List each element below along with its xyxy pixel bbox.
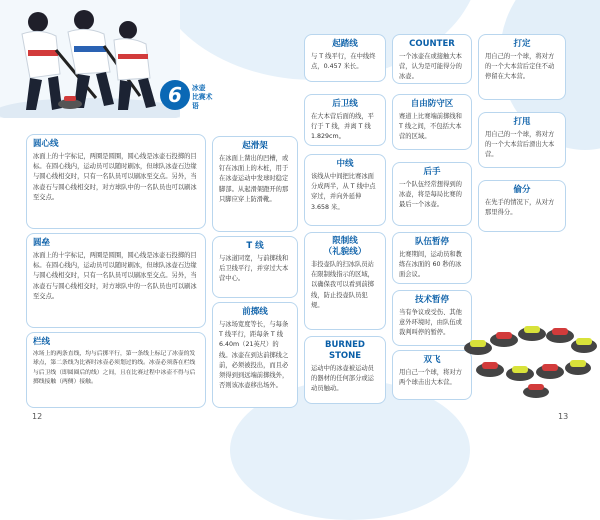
card-burned-stone — [304, 336, 386, 404]
card-body: 在大本营后面的线，平行于 T 线，并离 T 线 1.829cm。 — [311, 113, 374, 141]
card-title: BURNED STONE — [325, 340, 365, 361]
curling-stones-illustration — [448, 312, 600, 398]
card-lanxian — [26, 332, 206, 408]
card-body: 与 T 线平行，在中线终点，0.457 米长。 — [311, 53, 376, 71]
card-title: T 线 — [246, 241, 264, 251]
card-body: 与冰道同宽，与前掷线和后卫线平行，并穿过大本营中心。 — [219, 255, 289, 283]
card-dading — [478, 34, 566, 100]
card-body: 一个队伍经常想得到的冰壶，将是每局比赛的最后一个冰壶。 — [399, 181, 462, 209]
card-body: 非投壶队的扫冰队员站在限制线指示的区域，以确保我可以看到前掷线，防止投壶队员犯规。 — [311, 261, 374, 309]
card-title: 后手 — [423, 167, 441, 177]
card-title: 前掷线 — [242, 307, 268, 317]
card-title: 起滑架 — [242, 141, 268, 151]
card-zhongxian — [304, 154, 386, 226]
card-body: 冰场上的两条直线，均与后掷平行，第一条线上标记了冰壶的发球点，第二条线为比赛时冰壶必须划过的线。冰壶必须落在栏线与后卫线（即圆圈后的线）之间，且在比赛过程中冰壶不得与后掷线接触（两侧）接触。 — [33, 351, 196, 386]
card-title: COUNTER — [409, 39, 455, 49]
card-title: 技术暂停 — [414, 295, 449, 305]
page-number-right: 13 — [558, 412, 569, 421]
card-title: 双飞 — [423, 355, 441, 365]
card-title: 自由防守区 — [410, 99, 454, 109]
card-title: 起踏线 — [332, 39, 358, 49]
card-title: 圆心线 — [33, 139, 59, 149]
card-qidianxian — [304, 34, 386, 82]
card-body: 比赛期间，运动员和教练在冰面的 60 秒的冰面会议。 — [399, 251, 462, 279]
card-dayong — [478, 112, 566, 168]
card-duiwu-zanting — [392, 232, 472, 284]
card-body: 赛道上比赛端前掷线和 T 线之间，不包括大本营的区域。 — [399, 113, 462, 141]
card-body: 在冰面上凿出的凹槽，或钉在冰面上的木桩，用于在冰壶运动中发球时稳定脚部。从起滑架蹬开的那只脚应穿上防滑靴。 — [219, 155, 289, 203]
badge-line-2: 比赛术语 — [192, 93, 213, 110]
card-yuanlei — [26, 233, 206, 328]
card-yuanxinxian — [26, 134, 206, 229]
badge-number: 6 — [160, 80, 190, 110]
card-body: 当有争议或受伤、其他意外环境时，由队伍或裁判叫停的暂停。 — [399, 309, 462, 337]
card-counter — [392, 34, 472, 84]
card-qianzhixian — [212, 302, 298, 408]
card-body: 与冰场宽度等长，与每条 T 线平行，距每条 T 线 6.40m（21英尺）的线。冰壶在到达前掷线之前，必须被投出，而且必须得到到远端前掷线外，否则该冰壶移出场外。 — [219, 321, 289, 390]
curling-players-photo — [0, 0, 180, 118]
badge-label — [180, 84, 216, 111]
card-body: 用自己的一个球，将对方的一个大本营后定住不动停留在大本营。 — [485, 53, 555, 81]
card-houweixian — [304, 94, 386, 146]
card-xianzhixian — [304, 232, 386, 330]
card-title: 打甩 — [513, 117, 531, 127]
card-body: 冰面上的十字标记，两圈是圆圈，圆心线是冰壶石投掷的目标。在圆心线内，运动员可以随时刷冰，但球队冰壶石边缘与圆心线相交时，只有一名队员可以刷冰至交点。另外，当冰壶石与圆心线相交时，对方球队中的一名队员也可以刷冰至交点。 — [33, 153, 197, 201]
card-title: 圆垒 — [33, 238, 51, 248]
card-body: 用自己一个球，将对方两个球击出大本营。 — [399, 369, 462, 387]
page-number-left: 12 — [32, 412, 43, 421]
card-title: 限制线 （礼貌线） — [323, 236, 367, 257]
card-body: 一个冰壶在或接触大本营，认为是可能得分的冰壶。 — [399, 53, 462, 81]
card-body: 该线从中间把比赛冰面分成两半，从 T 线中点穿过，并向外延伸 3.658 米。 — [311, 173, 376, 211]
card-ziyou-fangshouqu — [392, 94, 472, 150]
badge-line-1: 冰壶 — [192, 84, 206, 92]
card-title: 偷分 — [513, 185, 531, 195]
card-title: 栏线 — [33, 337, 51, 347]
card-title: 队伍暂停 — [414, 237, 449, 247]
card-body: 冰面上的十字标记，两圈是圆圈，圆心线是冰壶石投掷的目标。在圆心线内，运动员可以随时刷冰，但球队冰壶石边缘与圆心线相交时，只有一名队员可以刷冰至交点。另外，当冰壶石与圆心线相交时，对方球队中的一名队员也可以刷冰至交点。 — [33, 252, 197, 300]
card-title: 中线 — [336, 159, 354, 169]
section-badge — [160, 80, 216, 112]
card-body: 在先手的情况下，从对方那里得分。 — [485, 199, 555, 217]
card-body: 用自己的一个球，将对方的一个大本营后滑出大本营。 — [485, 131, 555, 159]
card-txian — [212, 236, 298, 298]
card-body: 运动中的冰壶被运动员的器材的任何部分或运动员触动。 — [311, 365, 374, 393]
card-houshou — [392, 162, 472, 226]
card-title: 打定 — [513, 39, 531, 49]
card-qihuajia — [212, 136, 298, 232]
card-toufen — [478, 180, 566, 232]
card-title: 后卫线 — [332, 99, 358, 109]
